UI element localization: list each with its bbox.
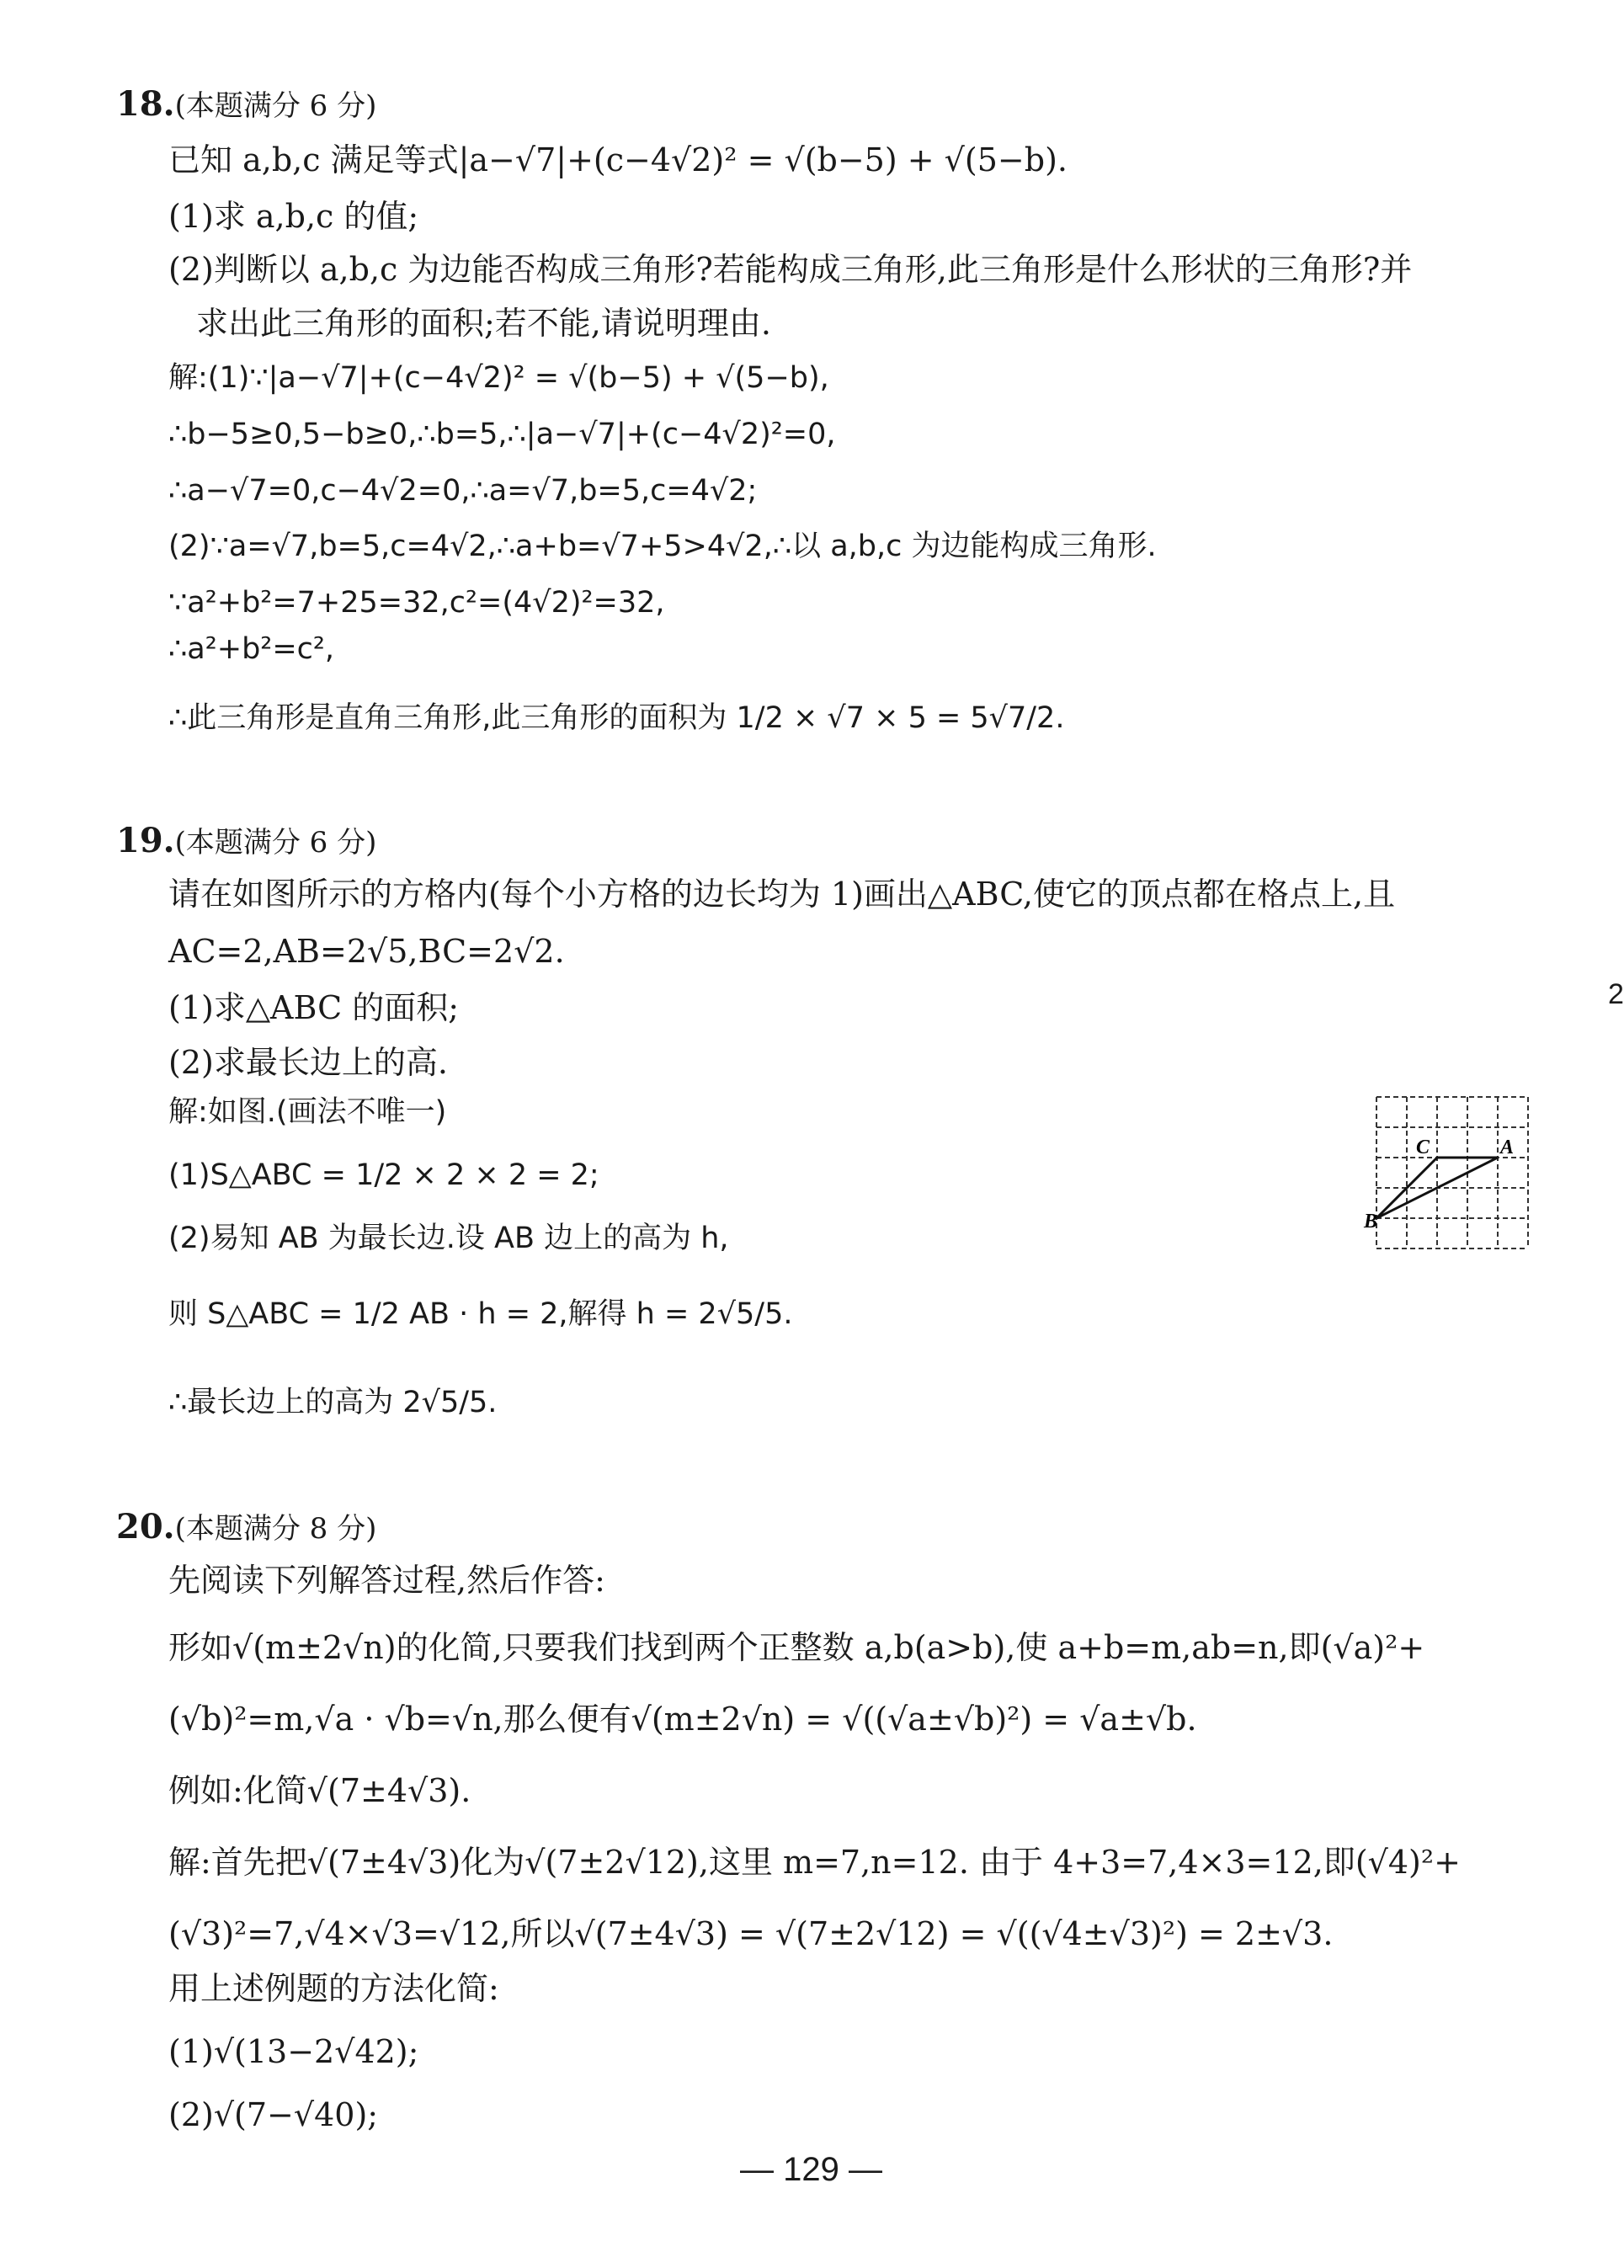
q19-points: (本题满分 6 分) <box>174 826 377 860</box>
q19-grid-figure <box>1364 1093 1541 1253</box>
grid-lines <box>1376 1097 1528 1248</box>
q19-solution-2: (1)S△ABC = 1/2 × 2 × 2 = 2; <box>168 1158 599 1192</box>
q18-points: (本题满分 6 分) <box>174 89 377 123</box>
q19-solution-4: 则 S△ABC = 1/2 AB · h = 2,解得 h = 2√5/5. <box>168 1297 793 1331</box>
q20-text-1: 形如√(m±2√n)的化简,只要我们找到两个正整数 a,b(a>b),使 a+b=m,ab=n,即(√a)²+ <box>168 1629 1425 1666</box>
q18-number: 18. <box>116 84 175 124</box>
label-b: B <box>1364 1211 1378 1232</box>
q20-instruction: 用上述例题的方法化简: <box>168 1970 499 2007</box>
q18-solution-2: ∴b−5≥0,5−b≥0,∴b=5,∴|a−√7|+(c−4√2)²=0, <box>168 418 836 451</box>
q18-part1: (1)求 a,b,c 的值; <box>168 198 419 235</box>
label-a: A <box>1500 1137 1515 1158</box>
q18-solution-7: ∴此三角形是直角三角形,此三角形的面积为 1/2 × √7 × 5 = 5√7/2. <box>168 701 1065 735</box>
q18-solution-4: (2)∵a=√7,b=5,c=4√2,∴a+b=√7+5>4√2,∴以 a,b,c 为边能构成三角形. <box>168 530 1157 563</box>
q19-header <box>116 821 376 861</box>
q18-header <box>116 84 376 125</box>
q20-number: 20. <box>116 1507 175 1547</box>
grid-diagram <box>1364 1093 1541 1253</box>
q18-part2-line2: 求出此三角形的面积;若不能,请说明理由. <box>196 305 771 342</box>
q20-header <box>116 1507 376 1547</box>
q19-part2: (2)求最长边上的高. <box>168 1044 448 1081</box>
q20-example: 例如:化简√(7±4√3). <box>168 1772 471 1809</box>
q18-solution-5: ∵a²+b²=7+25=32,c²=(4√2)²=32, <box>168 586 665 620</box>
q18-part2-line1: (2)判断以 a,b,c 为边能否构成三角形?若能构成三角形,此三角形是什么形状的三角形?并 <box>168 251 1413 288</box>
q20-part2: (2)√(7−√40); <box>168 2096 379 2133</box>
q20-text-2: (√b)²=m,√a · √b=√n,那么便有√(m±2√n) = √((√a±√b)²) = √a±√b. <box>168 1701 1197 1738</box>
q20-intro: 先阅读下列解答过程,然后作答: <box>168 1562 605 1599</box>
q18-solution-1: 解:(1)∵|a−√7|+(c−4√2)² = √(b−5) + √(5−b), <box>168 361 829 395</box>
q19-solution-1: 解:如图.(画法不唯一) <box>168 1095 447 1129</box>
q19-part1: (1)求△ABC 的面积; <box>168 989 460 1026</box>
q19-number: 19. <box>116 821 175 860</box>
q19-solution-3: (2)易知 AB 为最长边.设 AB 边上的高为 h, <box>168 1222 729 1255</box>
edge-character: 2 <box>1608 978 1624 1010</box>
q20-points: (本题满分 8 分) <box>174 1512 377 1546</box>
q18-solution-3: ∴a−√7=0,c−4√2=0,∴a=√7,b=5,c=4√2; <box>168 474 758 508</box>
q19-stem-line2: AC=2,AB=2√5,BC=2√2. <box>168 933 565 970</box>
q19-solution-5: ∴最长边上的高为 2√5/5. <box>168 1386 498 1419</box>
page-number: — 129 — <box>740 2151 882 2188</box>
q18-stem: 已知 a,b,c 满足等式|a−√7|+(c−4√2)² = √(b−5) + √(5−b). <box>168 141 1068 178</box>
q18-solution-6: ∴a²+b²=c², <box>168 632 335 666</box>
q20-example-solution-1: 解:首先把√(7±4√3)化为√(7±2√12),这里 m=7,n=12. 由于 4+3=7,4×3=12,即(√4)²+ <box>168 1844 1461 1881</box>
label-c: C <box>1416 1137 1430 1158</box>
q20-part1: (1)√(13−2√42); <box>168 2033 419 2070</box>
q19-stem-line1: 请在如图所示的方格内(每个小方格的边长均为 1)画出△ABC,使它的顶点都在格点上,且 <box>168 876 1396 913</box>
q20-example-solution-2: (√3)²=7,√4×√3=√12,所以√(7±4√3) = √(7±2√12) = √((√4±√3)²) = 2±√3. <box>168 1915 1334 1952</box>
